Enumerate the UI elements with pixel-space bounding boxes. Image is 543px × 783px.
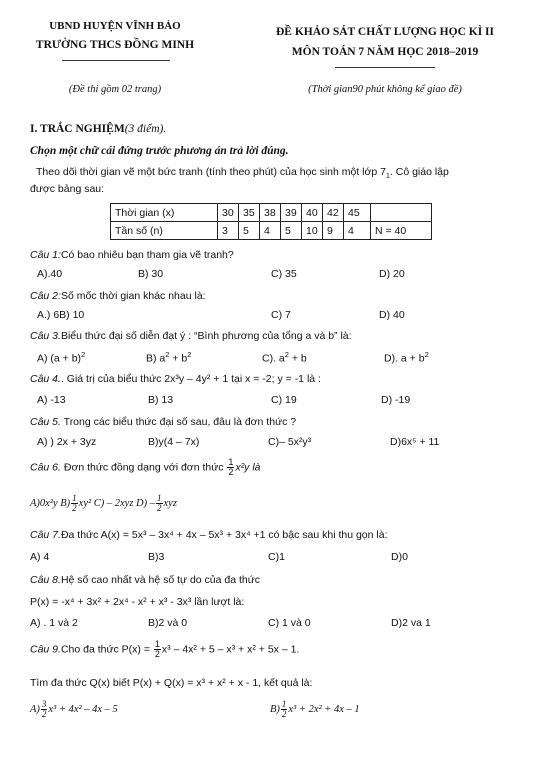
school-name: TRƯỜNG THCS ĐỒNG MINH	[35, 39, 195, 51]
q8-polynomial: P(x) = -x⁴ + 3x² + 2x⁴ - x² + x³ - 3x³ lần lượt là:	[30, 596, 245, 608]
q5-option-b[interactable]: B)y(4 – 7x)	[148, 436, 200, 448]
section-title: I. TRẮC NGHIỆM	[30, 123, 125, 135]
q8-option-a[interactable]: A) . 1 và 2	[30, 617, 78, 629]
q3-option-d[interactable]: D). $a + b^2$	[384, 350, 429, 365]
q8-option-d[interactable]: D)2 va 1	[391, 617, 431, 629]
table-cell: 39	[281, 204, 302, 222]
q5-option-d[interactable]: D)6x⁵ + 11	[390, 436, 440, 448]
table-cell: 4	[344, 222, 371, 240]
q2-option-c[interactable]: C) 7	[271, 309, 291, 321]
q7-option-d[interactable]: D)0	[391, 551, 408, 563]
q9-option-b[interactable]: B) $\frac{1}{2}$ x³ + 2x² + 4x – 1	[270, 699, 360, 719]
fraction: $\frac{1}{2}$	[228, 457, 234, 477]
fraction: $\frac{1}{2}$	[72, 493, 77, 513]
q4-option-a[interactable]: A) -13	[37, 394, 66, 406]
q7-option-c[interactable]: C)1	[268, 551, 285, 563]
header-divider-right	[335, 67, 435, 68]
q1-option-b[interactable]: B) 30	[138, 268, 164, 280]
table-cell: 42	[323, 204, 344, 222]
frequency-table	[110, 203, 432, 240]
q2-option-ab[interactable]: A.) 6B) 10	[37, 309, 85, 321]
page-count-note: (Đề thi gồm 02 trang)	[68, 84, 162, 95]
question-6: Câu 6. Đơn thức đồng dạng với đơn thức $\frac{1}{2}$ x²y là	[30, 457, 261, 477]
q8-option-b[interactable]: B)2 và 0	[148, 617, 188, 629]
question-8: Câu 8.Hệ số cao nhất và hệ số tự do của đa thức	[30, 574, 261, 586]
table-cell: 45	[344, 204, 371, 222]
q5-option-c[interactable]: C)– 5x²y³	[268, 436, 312, 448]
q6-options[interactable]: A)0x²y B) $\frac{1}{2}$ xy² C) – 2xyz D) – $\frac{1}{2}$ xyz	[30, 493, 177, 513]
table-cell	[371, 204, 432, 222]
fraction: $\frac{1}{2}$	[281, 699, 287, 719]
section-instruction: Chọn một chữ cái đứng trước phương án trả lời đúng.	[30, 145, 289, 157]
question-1: Câu 1:Có bao nhiêu bạn tham gia vẽ tranh?	[30, 249, 234, 261]
question-5: Câu 5. Trong các biểu thức đại số sau, đâu là đơn thức ?	[30, 416, 297, 428]
question-7: Câu 7.Đa thức A(x) = 5x³ – 3x⁴ + 4x – 5x³ + 3x⁴ +1 có bậc sau khi thu gọn là:	[30, 529, 388, 541]
section-heading	[30, 123, 166, 135]
q1-option-c[interactable]: C) 35	[271, 268, 297, 280]
table-cell: 9	[323, 222, 344, 240]
q9-option-a[interactable]: A) $\frac{3}{2}$ x³ + 4x² – 4x – 5	[30, 699, 118, 719]
q3-option-a[interactable]: A) $(a + b)^2$	[37, 350, 86, 365]
table-cell: Thời gian (x)	[111, 204, 218, 222]
q2-option-d[interactable]: D) 40	[379, 309, 405, 321]
q7-option-b[interactable]: B)3	[148, 551, 165, 563]
exam-title: ĐỀ KHẢO SÁT CHẤT LƯỢNG HỌC KÌ II	[275, 26, 494, 38]
q1-option-a[interactable]: A).40	[37, 268, 63, 280]
table-cell: 40	[302, 204, 323, 222]
question-9: Câu 9.Cho đa thức P(x) = $\frac{1}{2}$ x³ – 4x² + 5 – x³ + x² + 5x – 1.	[30, 639, 300, 659]
fraction: $\frac{3}{2}$	[41, 699, 47, 719]
time-note: (Thời gian90 phút không kể giao đề)	[308, 84, 462, 95]
table-cell: 38	[260, 204, 281, 222]
intro-line-1: Theo dõi thời gian vẽ một bức tranh (tính theo phút) của học sinh một lớp $7_1$. Cô giáo lập	[36, 166, 449, 181]
table-cell: 35	[239, 204, 260, 222]
table-cell: 5	[281, 222, 302, 240]
question-4: Câu 4.. Giá trị của biểu thức 2x³y – 4y² + 1 tại x = -2; y = -1 là :	[30, 373, 321, 385]
table-cell: Tần số (n)	[111, 222, 218, 240]
header-divider-left	[62, 60, 170, 61]
q4-option-b[interactable]: B) 13	[148, 394, 174, 406]
q9-line-2: Tìm đa thức Q(x) biết P(x) + Q(x) = x³ + x² + x - 1, kết quả là:	[30, 677, 313, 689]
exam-subtitle: MÔN TOÁN 7 NĂM HỌC 2018–2019	[291, 46, 479, 58]
table-cell: 30	[218, 204, 239, 222]
q3-option-c[interactable]: C). $a^2 + b$	[262, 350, 307, 365]
question-2: Câu 2:Số mốc thời gian khác nhau là:	[30, 290, 206, 302]
q5-option-a[interactable]: A) ) 2x + 3yz	[37, 436, 97, 448]
q7-option-a[interactable]: A) 4	[30, 551, 50, 563]
section-score: (3 điểm).	[124, 123, 167, 135]
table-cell: 4	[260, 222, 281, 240]
question-3: Câu 3.Biểu thức đại số diễn đạt ý : “Bình phương của tổng a và b” là:	[30, 330, 352, 342]
table-cell: 3	[218, 222, 239, 240]
q3-option-b[interactable]: B) $a^2 + b^2$	[146, 350, 192, 365]
q1-option-d[interactable]: D) 20	[379, 268, 405, 280]
table-row	[111, 222, 432, 240]
school-authority: UBND HUYỆN VĨNH BẢO	[49, 20, 181, 32]
q4-option-c[interactable]: C) 19	[271, 394, 297, 406]
q8-option-c[interactable]: C) 1 và 0	[268, 617, 311, 629]
table-row	[111, 204, 432, 222]
intro-line-2: được bảng sau:	[30, 183, 105, 195]
table-cell: N = 40	[371, 222, 432, 240]
fraction: $\frac{1}{2}$	[154, 639, 160, 659]
fraction: $\frac{1}{2}$	[157, 493, 162, 513]
table-cell: 10	[302, 222, 323, 240]
table-cell: 5	[239, 222, 260, 240]
q4-option-d[interactable]: D) -19	[381, 394, 411, 406]
